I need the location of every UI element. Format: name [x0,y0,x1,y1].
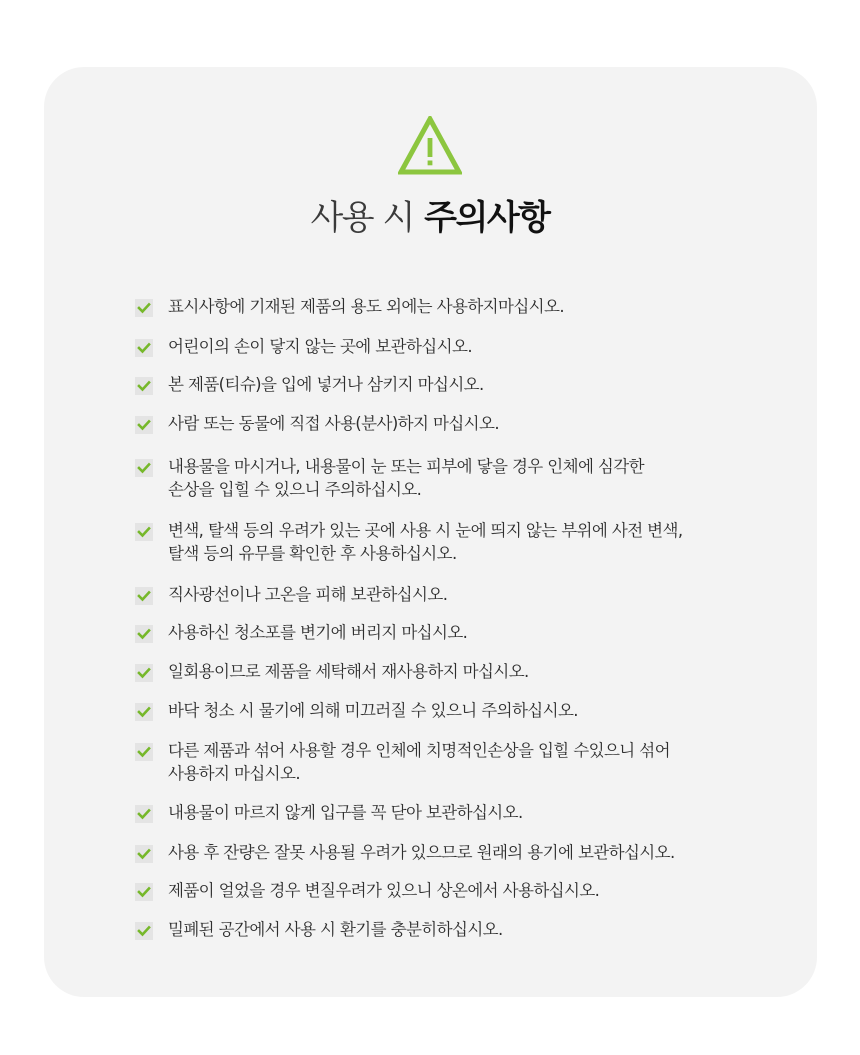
list-item-text: 제품이 얼었을 경우 변질우려가 있으니 상온에서 사용하십시오. [168,881,600,900]
checkbox-checked-icon [135,664,153,682]
title-light: 사용 시 [310,198,414,238]
checkbox-checked-icon [135,377,153,395]
title-bold: 주의사항 [424,198,550,238]
checkbox-checked-icon [135,339,153,357]
list-item-text: 바닥 청소 시 물기에 의해 미끄러질 수 있으니 주의하십시오. [168,701,578,720]
checkbox-checked-icon [135,625,153,643]
checkbox-checked-icon [135,845,153,863]
list-item-text: 밀폐된 공간에서 사용 시 환기를 충분히하십시오. [168,920,503,939]
checkbox-checked-icon [135,883,153,901]
list-item-text: 사람 또는 동물에 직접 사용(분사)하지 마십시오. [168,414,499,433]
checkbox-checked-icon [135,703,153,721]
list-item-text: 본 제품(티슈)을 입에 넣거나 삼키지 마십시오. [168,375,484,394]
list-item-text: 직사광선이나 고온을 피해 보관하십시오. [168,585,448,604]
list-item-text: 내용물을 마시거나, 내용물이 눈 또는 피부에 닿을 경우 인체에 심각한 손상을 입힐 수 있으니 주의하십시오. [168,457,644,499]
list-item-text: 사용 후 잔량은 잘못 사용될 우려가 있으므로 원래의 용기에 보관하십시오. [168,843,675,862]
list-item-text: 변색, 탈색 등의 우려가 있는 곳에 사용 시 눈에 띄지 않는 부위에 사전 변색, 탈색 등의 유무를 확인한 후 사용하십시오. [168,521,683,563]
list-item-text: 사용하신 청소포를 변기에 버리지 마십시오. [168,623,468,642]
checkbox-checked-icon [135,416,153,434]
checkbox-checked-icon [135,459,153,477]
checkbox-checked-icon [135,587,153,605]
list-item-text: 어린이의 손이 닿지 않는 곳에 보관하십시오. [168,337,472,356]
list-item-text: 내용물이 마르지 않게 입구를 꼭 닫아 보관하십시오. [168,803,523,822]
list-item-text: 다른 제품과 섞어 사용할 경우 인체에 치명적인손상을 입힐 수있으니 섞어 사용하지 마십시오. [168,741,670,783]
checkbox-checked-icon [135,299,153,317]
checkbox-checked-icon [135,523,153,541]
checkbox-checked-icon [135,805,153,823]
list-item-text: 일회용이므로 제품을 세탁해서 재사용하지 마십시오. [168,662,529,681]
checkbox-checked-icon [135,922,153,940]
list-item-text: 표시사항에 기재된 제품의 용도 외에는 사용하지마십시오. [168,297,565,316]
checkbox-checked-icon [135,743,153,761]
